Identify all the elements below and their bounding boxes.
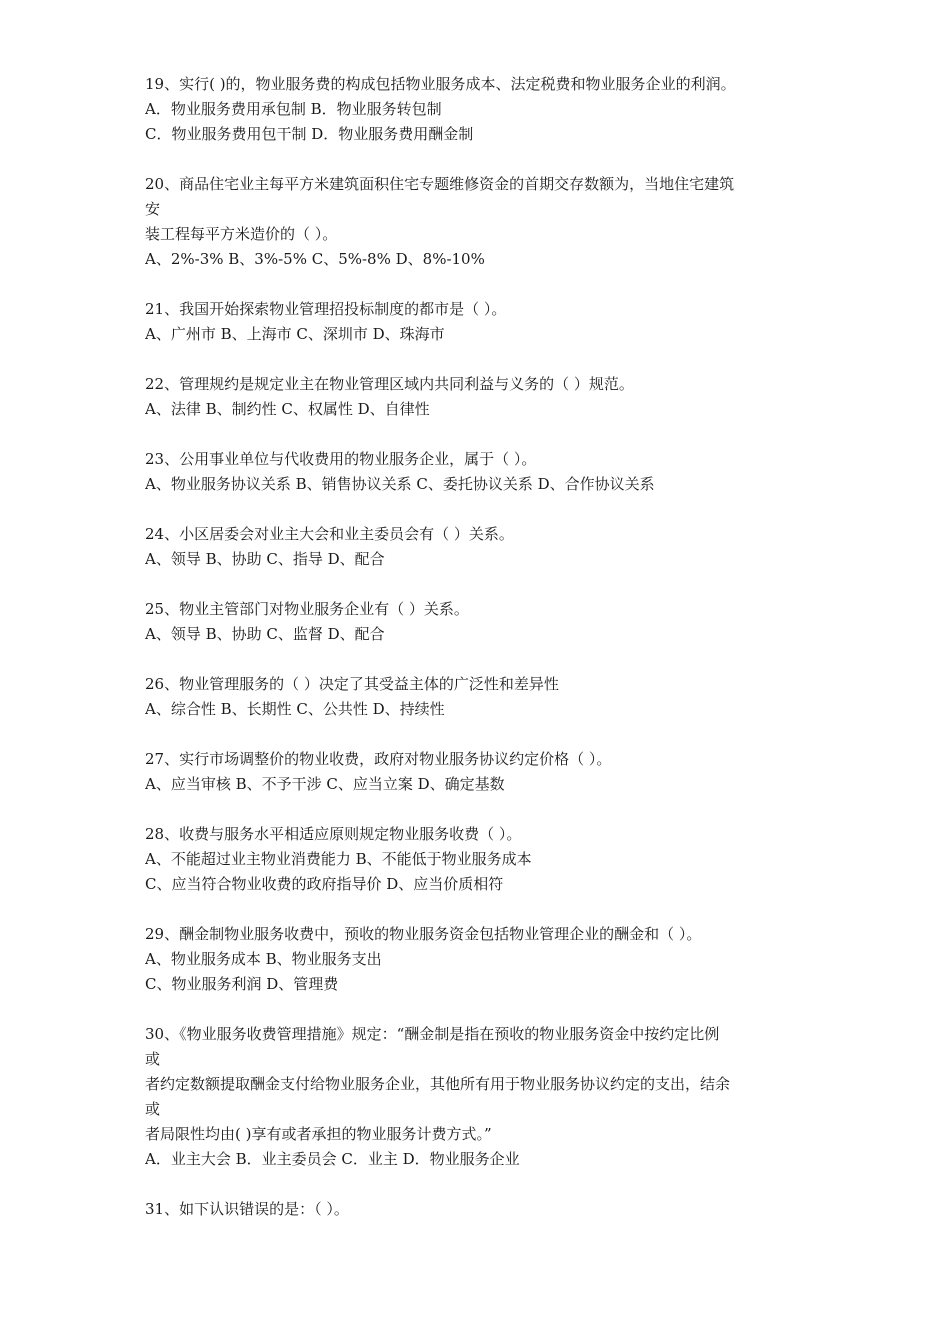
question-text: 26、物业管理服务的（ ）决定了其受益主体的广泛性和差异性 [145,675,559,693]
question-options: A．物业服务费用承包制 B．物业服务转包制 [145,100,442,118]
question-text: 者约定数额提取酬金支付给物业服务企业，其他所有用于物业服务协议约定的支出，结余 [145,1075,731,1093]
question-24 [145,522,815,572]
question-text: 19、实行( )的，物业服务费的构成包括物业服务成本、法定税费和物业服务企业的利润。 [145,75,736,93]
question-options: C、物业服务利润 D、管理费 [145,975,339,993]
question-23 [145,447,815,497]
question-text: 28、收费与服务水平相适应原则规定物业服务收费（ ）。 [145,825,522,843]
question-options: A、广州市 B、上海市 C、深圳市 D、珠海市 [145,325,445,343]
question-options: A、物业服务成本 B、物业服务支出 [145,950,382,968]
question-29 [145,922,815,997]
question-22 [145,372,815,422]
question-text: 或 [145,1100,161,1118]
question-20 [145,172,815,272]
question-30 [145,1022,815,1172]
question-options: C、应当符合物业收费的政府指导价 D、应当价质相符 [145,875,504,893]
question-options: A、综合性 B、长期性 C、公共性 D、持续性 [145,700,445,718]
question-options: A、物业服务协议关系 B、销售协议关系 C、委托协议关系 D、合作协议关系 [145,475,655,493]
question-text: 29、酬金制物业服务收费中，预收的物业服务资金包括物业管理企业的酬金和（ ）。 [145,925,702,943]
question-text: 21、我国开始探索物业管理招投标制度的都市是（ ）。 [145,300,507,318]
question-text: 22、管理规约是规定业主在物业管理区域内共同利益与义务的（ ）规范。 [145,375,634,393]
document-page [145,72,815,1247]
question-28 [145,822,815,897]
question-text: 30、《物业服务收费管理措施》规定：“酬金制是指在预收的物业服务资金中按约定比例 [145,1025,720,1043]
question-19 [145,72,815,147]
question-26 [145,672,815,722]
question-text: 安 [145,200,161,218]
question-options: C．物业服务费用包干制 D．物业服务费用酬金制 [145,125,474,143]
question-text: 25、物业主管部门对物业服务企业有（ ）关系。 [145,600,469,618]
question-options: A、领导 B、协助 C、指导 D、配合 [145,550,385,568]
question-21 [145,297,815,347]
question-text: 23、公用事业单位与代收费用的物业服务企业，属于（ ）。 [145,450,537,468]
question-31 [145,1197,815,1222]
question-27 [145,747,815,797]
question-text: 20、商品住宅业主每平方米建筑面积住宅专题维修资金的首期交存数额为，当地住宅建筑 [145,175,735,193]
question-options: A、领导 B、协助 C、监督 D、配合 [145,625,385,643]
question-text: 或 [145,1050,161,1068]
question-text: 24、小区居委会对业主大会和业主委员会有（ ）关系。 [145,525,514,543]
question-options: A．业主大会 B．业主委员会 C．业主 D．物业服务企业 [145,1150,520,1168]
question-text: 者局限性均由( )享有或者承担的物业服务计费方式。” [145,1125,492,1143]
question-options: A、应当审核 B、不予干涉 C、应当立案 D、确定基数 [145,775,505,793]
question-options: A、不能超过业主物业消费能力 B、不能低于物业服务成本 [145,850,532,868]
question-options: A、2%-3% B、3%-5% C、5%-8% D、8%-10% [145,250,485,268]
question-options: A、法律 B、制约性 C、权属性 D、自律性 [145,400,430,418]
question-text: 装工程每平方米造价的（ ）。 [145,225,338,243]
question-text: 27、实行市场调整价的物业收费，政府对物业服务协议约定价格（ ）。 [145,750,612,768]
question-text: 31、如下认识错误的是：（ ）。 [145,1200,349,1218]
question-25 [145,597,815,647]
